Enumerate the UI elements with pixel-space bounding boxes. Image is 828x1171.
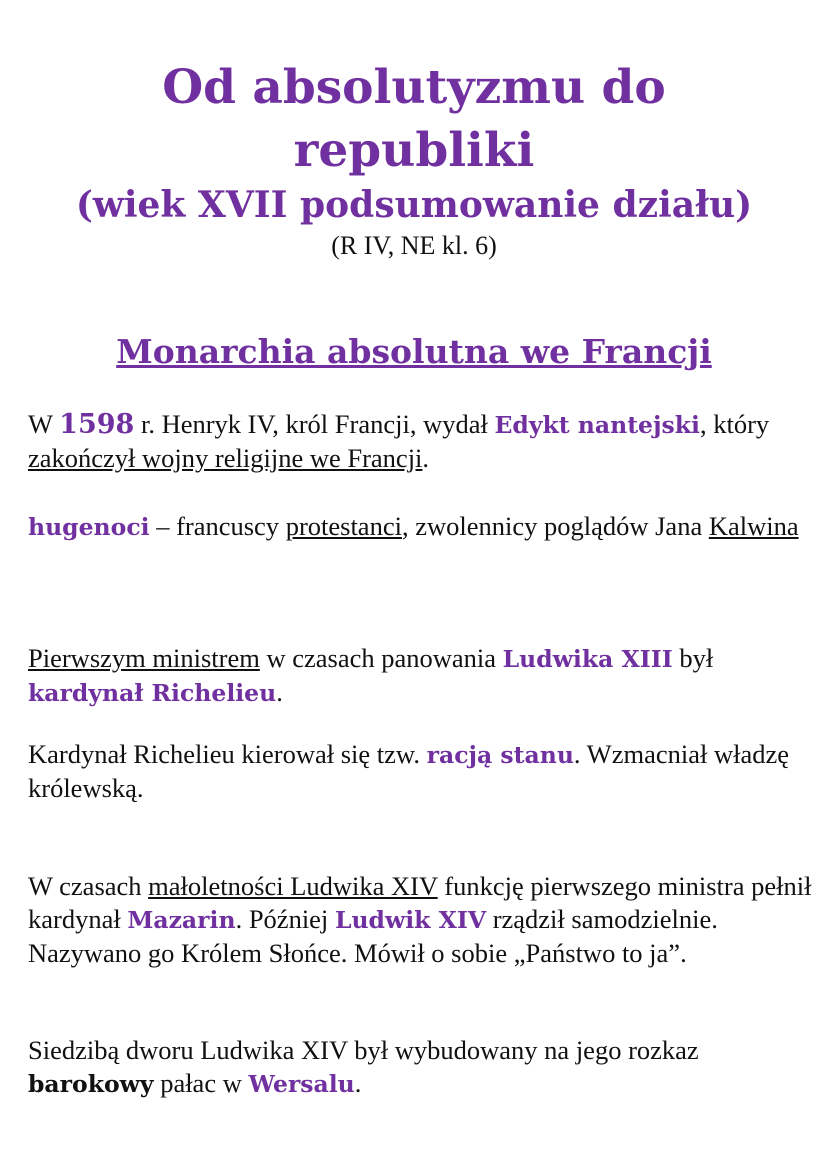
paragraph-versailles (28, 1034, 813, 1101)
page-title (0, 56, 828, 182)
text-run: funkcję pierwszego ministra pełnił kardynał (28, 871, 812, 934)
text-run: . (422, 443, 430, 473)
underlined-calvin: Kalwina (708, 511, 799, 541)
text-run: Kardynał Richelieu kierował się tzw. (28, 739, 427, 769)
cardinal-richelieu: kardynał Richelieu (28, 679, 277, 707)
paragraph-huguenots (28, 510, 813, 544)
underlined-minority: małoletności Ludwika XIV (148, 871, 438, 901)
text-run: . (276, 677, 283, 707)
cardinal-mazarin: Mazarin (127, 906, 236, 934)
underlined-protestants: protestanci (285, 511, 402, 541)
paragraph-edict (28, 408, 813, 475)
text-run: , zwolennicy poglądów Jana (401, 511, 709, 541)
king-louis-xiv: Ludwik XIV (334, 906, 487, 934)
page-subtitle: (wiek XVII podsumowanie działu) (75, 184, 753, 226)
text-run: W czasach (28, 871, 149, 901)
title-line-2: republiki (293, 123, 535, 178)
style-baroque: barokowy (28, 1070, 154, 1098)
paragraph-first-minister (28, 642, 813, 710)
term-raison-detat: racją stanu (426, 741, 574, 769)
year-1598: 1598 (59, 409, 135, 440)
textbook-reference: (R IV, NE kl. 6) (331, 231, 497, 260)
edict-name: Edykt nantejski (494, 411, 700, 439)
text-run: r. Henryk IV, król Francji, wydał (134, 409, 495, 439)
underlined-first-minister: Pierwszym ministrem (28, 643, 260, 673)
text-run: był (672, 643, 714, 673)
section-heading: Monarchia absolutna we Francji (116, 332, 712, 371)
text-run: Siedzibą dworu Ludwika XIV był wybudowany na jego rozkaz (28, 1035, 699, 1065)
paragraph-louis-xiv (28, 870, 813, 970)
text-run: rządził samodzielnie. Nazywano go Królem Słońce. Mówił o sobie „Państwo to ja”. (28, 904, 718, 968)
title-line-1: Od absolutyzmu do (162, 60, 666, 115)
text-run: pałac w (153, 1068, 249, 1098)
text-run: w czasach panowania (259, 643, 503, 673)
underlined-phrase: zakończył wojny religijne we Francji (28, 443, 423, 473)
text-run: , który (699, 409, 770, 439)
text-run: W (28, 409, 60, 439)
paragraph-raison-detat (28, 738, 813, 805)
term-huguenots: hugenoci (28, 513, 150, 541)
text-run: . Wzmacniał władzę królewską. (28, 739, 789, 803)
text-run: . (354, 1068, 362, 1098)
text-run: – francuscy (149, 511, 286, 541)
place-versailles: Wersalu (248, 1070, 355, 1098)
title-block (0, 56, 828, 262)
text-run: . Później (235, 904, 335, 934)
king-louis-xiii: Ludwika XIII (502, 645, 673, 673)
